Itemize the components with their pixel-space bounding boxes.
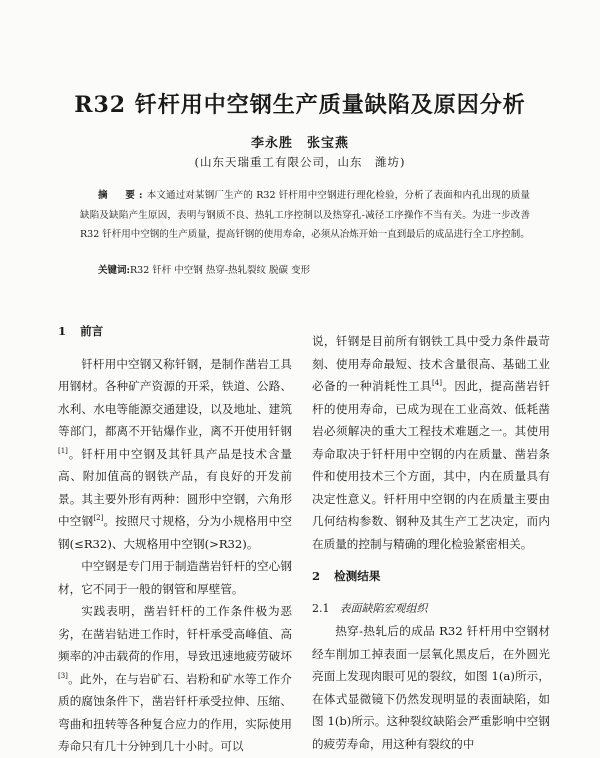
paragraph — [58, 600, 292, 758]
section-1-title: 前言 — [80, 324, 104, 338]
paragraph — [58, 353, 292, 556]
paper-title: R32 钎杆用中空钢生产质量缺陷及原因分析 — [74, 92, 526, 118]
section-2-number: 2 — [312, 569, 321, 583]
section-1-number: 1 — [58, 324, 67, 338]
affiliation: (山东天瑞重工有限公司，山东 潍坊) — [194, 155, 406, 169]
citation: [1] — [58, 446, 68, 455]
paragraph — [312, 330, 550, 555]
section-2-heading — [312, 565, 550, 588]
spacer — [312, 555, 550, 565]
section-1-heading — [58, 320, 292, 343]
keywords-text: R32 钎杆 中空钢 热穿-热轧裂纹 脱碳 变形 — [130, 265, 311, 276]
paragraph-text: 。因此，提高凿岩钎杆的使用寿命，已成为现在工业高效、低耗凿岩必须解决的重大工程技术难题之一。其使用寿命取决于钎杆用中空钢的内在质量、凿岩条件和使用技术三个方面，其中，内在质量具有决定性意义。钎杆用中空钢的内在质量主要由几何结构参数、钢种及其生产工艺决定，而内在质量的控制与精确的理化检验紧密相关。 — [312, 379, 550, 551]
authors: 李永胜 张宝燕 — [250, 136, 349, 151]
right-column — [312, 330, 550, 755]
subsection-2-1-title: 表面缺陷宏观组织 — [339, 601, 428, 615]
paragraph-text: 钎杆用中空钢又称钎钢，是制作凿岩工具用钢材。各种矿产资源的开采，铁道、公路、水利、水电等能源交通建设，以及地址、建筑等部门，都离不开钻爆作业，离不开使用钎钢 — [58, 356, 292, 438]
paragraph-text: 说，钎钢是目前所有钢铁工具中受力条件最苛刻、使用寿命最短、技术含量很高、基础工业必备的一种消耗性工具 — [312, 334, 550, 393]
citation: [2] — [93, 514, 104, 523]
paragraph: 热穿-热轧后的成品 R32 钎杆用中空钢材经车削加工掉表面一层氧化黑皮后，在外圆光亮面上发现肉眼可见的裂纹，如图 1(a)所示，在体式显微镜下仍然发现明显的表面缺陷，如图 1(b)所示。这种裂纹缺陷会严重影响中空钢的疲劳寿命，用这种有裂纹的中 — [312, 624, 550, 751]
paragraph: 中空钢是专门用于制造凿岩钎杆的空心钢材，它不同于一般的钢管和厚壁管。 — [58, 559, 292, 596]
paragraph-text: 。按照尺寸规格，分为小规格用中空钢(≤R32)、大规格用中空钢(>R32)。 — [58, 514, 292, 551]
keywords — [98, 262, 528, 280]
paragraph-text: 。钎杆用中空钢及其钎具产品是技术含量高、附加值高的钢铁产品，有良好的开发前景。其主要外形有两种：圆形中空钢，六角形中空钢 — [58, 446, 292, 528]
section-2-title: 检测结果 — [334, 569, 381, 583]
subsection-2-1-heading — [312, 598, 550, 621]
abstract — [80, 186, 530, 245]
abstract-text: 本文通过对某钢厂生产的 R32 钎杆用中空钢进行理化检验，分析了表面和内孔出现的质量缺陷及缺陷产生原因，表明与钢质不良、热轧工序控制以及热穿孔-减径工序操作不当有关。为进一步改善 R32 钎杆用中空钢的生产质量，提高钎钢的使用寿命，必须从冶炼开始一直到最后的成品进行全工序控制。 — [80, 190, 530, 240]
subsection-2-1-number: 2.1 — [312, 601, 330, 615]
keywords-label: 关键词: — [98, 265, 131, 276]
paragraph-text: 。此外，在与岩矿石、岩粉和矿水等工作介质的腐蚀条件下，凿岩钎杆承受拉伸、压缩、弯曲和扭转等各种复合应力的作用，实际使用寿命只有几十分钟到几十小时。可以 — [58, 671, 292, 753]
paragraph-text: 实践表明，凿岩钎杆的工作条件极为恶劣，在凿岩钻进工作时，钎杆承受高峰值、高频率的冲击载荷的作用，导致迅速地疲劳破坏 — [58, 604, 292, 663]
abstract-label: 摘 要: — [98, 190, 147, 201]
left-column — [58, 320, 292, 758]
citation: [4] — [432, 379, 442, 388]
citation: [3] — [58, 671, 68, 680]
